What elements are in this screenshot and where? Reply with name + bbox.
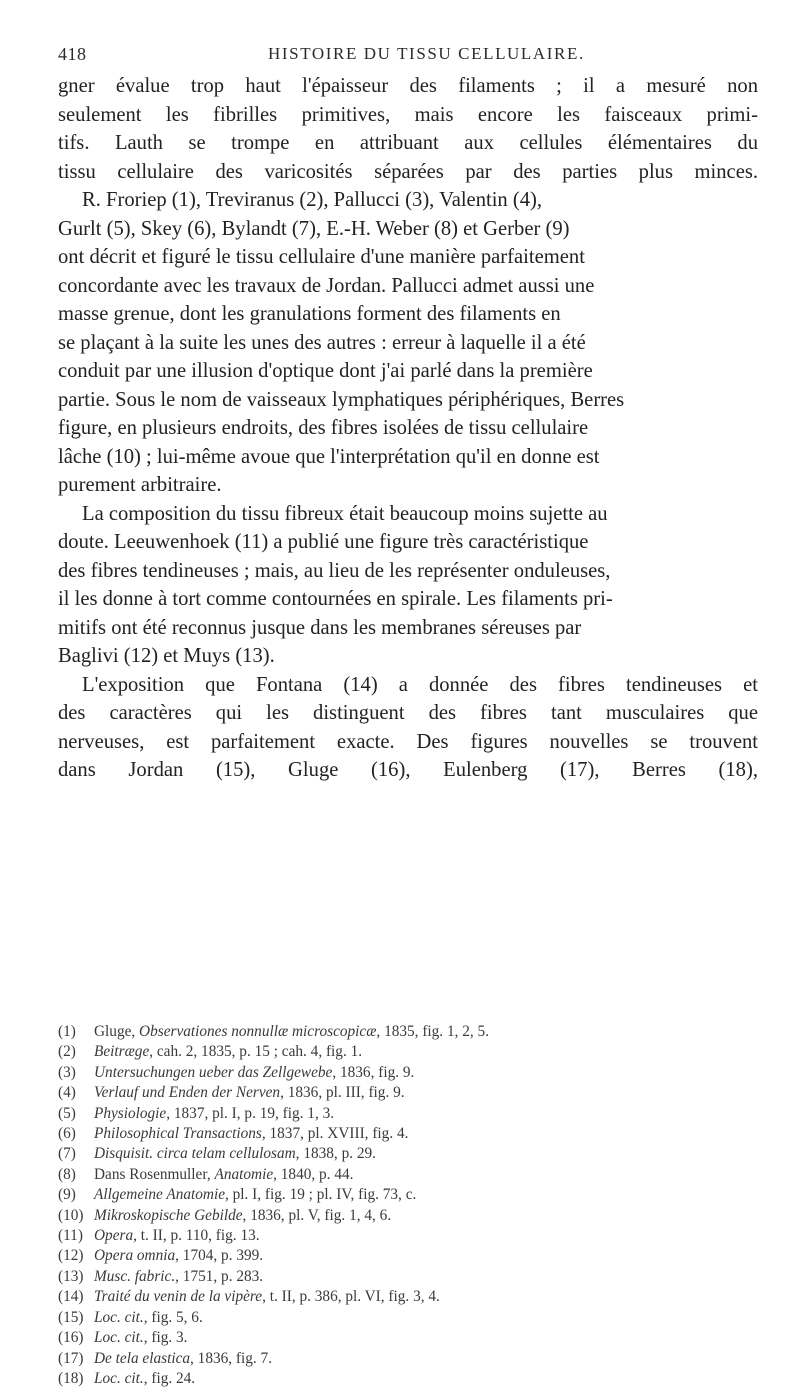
footnote-title: Opera omnia — [94, 1247, 176, 1265]
footnote-text — [94, 1124, 408, 1144]
paragraph-fibrous-tissue — [58, 500, 758, 671]
footnote-reference: , t. II, p. 110, fig. 13. — [133, 1227, 260, 1245]
text-line: nerveuses, est parfaitement exacte. Des figures nouvelles se trouvent — [58, 730, 758, 753]
footnote-text — [94, 1328, 187, 1348]
footnote-title: Loc. cit. — [94, 1369, 144, 1387]
footnote-text — [94, 1246, 263, 1266]
text-line: des fibres tendineuses ; mais, au lieu de les représenter onduleuses, — [58, 559, 611, 582]
footnote-reference: , 1840, p. 44. — [273, 1165, 354, 1183]
text-line: Gurlt (5), Skey (6), Bylandt (7), E.-H. Weber (8) et Gerber (9) — [58, 217, 570, 240]
footnote-title: Beitræge — [94, 1043, 150, 1061]
footnote-number: (5) — [58, 1104, 76, 1122]
footnote-number: (4) — [58, 1084, 76, 1102]
footnote-number: (10) — [58, 1206, 84, 1224]
footnote — [58, 1165, 778, 1185]
footnote-title: Traité du venin de la vipère — [94, 1288, 263, 1306]
footnote-text — [94, 1042, 362, 1062]
footnote-reference: , fig. 5, 6. — [143, 1308, 203, 1326]
footnote-number: (9) — [58, 1186, 76, 1204]
text-line: tissu cellulaire des varicosités séparées par des parties plus minces. — [58, 160, 758, 183]
paragraph-froriep — [58, 186, 758, 500]
footnote-number: (14) — [58, 1288, 84, 1306]
footnote-reference: , 1751, p. 283. — [175, 1267, 264, 1285]
text-line: Baglivi (12) et Muys (13). — [58, 645, 275, 667]
text-line: se plaçant à la suite les unes des autres : erreur à laquelle il a été — [58, 331, 586, 354]
footnote-title: Disquisit. circa telam cellulosam — [94, 1145, 296, 1163]
footnote-reference: , pl. I, fig. 19 ; pl. IV, fig. 73, c. — [224, 1186, 417, 1204]
page-header — [58, 44, 758, 68]
text-line: lâche (10) ; lui-même avoue que l'interprétation qu'il en donne est — [58, 445, 600, 468]
footnote-title: Physiologie — [94, 1104, 167, 1122]
footnote — [58, 1144, 778, 1164]
body-text — [58, 72, 758, 785]
footnote-text — [94, 1104, 334, 1124]
footnote-number: (15) — [58, 1308, 84, 1326]
footnote — [58, 1104, 778, 1124]
footnote-number: (2) — [58, 1043, 76, 1061]
footnote-title: Allgemeine Anatomie — [94, 1186, 225, 1204]
footnote — [58, 1185, 778, 1205]
footnote-reference: , fig. 24. — [143, 1369, 196, 1387]
footnote-reference: , 1837, pl. I, p. 19, fig. 1, 3. — [166, 1104, 335, 1122]
text-line: concordante avec les travaux de Jordan. Pallucci admet aussi une — [58, 274, 595, 297]
text-line: mitifs ont été reconnus jusque dans les membranes séreuses par — [58, 616, 582, 639]
paragraph-continued — [58, 72, 758, 186]
footnote — [58, 1349, 778, 1369]
footnote-number: (12) — [58, 1247, 84, 1265]
footnote-title: Untersuchungen ueber das Zellgewebe — [94, 1063, 333, 1081]
footnote-title: Musc. fabric. — [94, 1267, 176, 1285]
text-line: des caractères qui les distinguent des fibres tant musculaires que — [58, 702, 758, 724]
footnote-number: (1) — [58, 1023, 76, 1040]
footnote — [58, 1206, 778, 1226]
text-line: gner évalue trop haut l'épaisseur des filaments ; il a mesuré non — [58, 75, 758, 97]
footnote-reference: , 1835, fig. 1, 2, 5. — [376, 1023, 490, 1040]
footnote-number: (11) — [58, 1227, 83, 1245]
footnote-number: (16) — [58, 1329, 84, 1347]
footnote-reference: , fig. 3. — [143, 1329, 188, 1347]
running-title: HISTOIRE DU TISSU CELLULAIRE. — [268, 44, 585, 63]
footnote-text — [94, 1308, 203, 1328]
footnote-title: De tela elastica — [94, 1349, 191, 1367]
text-line: doute. Leeuwenhoek (11) a publié une figure très caractéristique — [58, 531, 589, 553]
footnote-text — [94, 1144, 376, 1164]
footnote-title: Opera — [94, 1227, 134, 1245]
footnote-author: Gluge, — [94, 1023, 140, 1040]
footnote — [58, 1369, 778, 1389]
footnote — [58, 1287, 778, 1307]
footnote-number: (18) — [58, 1369, 84, 1387]
footnote-number: (17) — [58, 1349, 84, 1367]
footnote-title: Loc. cit. — [94, 1329, 144, 1347]
footnote-text — [94, 1226, 260, 1246]
footnote-text — [94, 1349, 272, 1369]
footnote-text — [94, 1206, 391, 1226]
footnote-reference: , 1836, pl. V, fig. 1, 4, 6. — [242, 1206, 392, 1224]
footnote-text — [94, 1063, 414, 1083]
footnote — [58, 1063, 778, 1083]
footnote-title: Verlauf und Enden der Nerven — [94, 1084, 281, 1102]
footnote — [58, 1246, 778, 1266]
footnote-title: Philosophical Transactions — [94, 1125, 262, 1143]
text-line: partie. Sous le nom de vaisseaux lymphatiques périphériques, Berres — [58, 388, 625, 411]
text-line: purement arbitraire. — [58, 474, 222, 496]
text-line: seulement les fibrilles primitives, mais encore les faisceaux primi- — [58, 103, 758, 126]
footnote-reference: , 1838, p. 29. — [295, 1145, 376, 1163]
footnote-reference: , cah. 2, 1835, p. 15 ; cah. 4, fig. 1. — [149, 1043, 363, 1061]
footnote-reference: , 1704, p. 399. — [175, 1247, 264, 1265]
footnote-text — [94, 1369, 195, 1389]
footnote-text — [94, 1022, 489, 1042]
footnote-text — [94, 1165, 353, 1185]
footnote-reference: , 1836, fig. 7. — [190, 1349, 273, 1367]
footnote-number: (7) — [58, 1145, 76, 1163]
footnote-title: Mikroskopische Gebilde — [94, 1206, 243, 1224]
text-line: tifs. Lauth se trompe en attribuant aux cellules élémentaires du — [58, 132, 758, 154]
footnote-title: Observationes nonnullæ microscopicæ — [139, 1023, 377, 1040]
footnote-author: Dans Rosenmuller, — [94, 1165, 215, 1183]
text-line: conduit par une illusion d'optique dont j'ai parlé dans la première — [58, 360, 593, 382]
footnote-reference: , 1837, pl. XVIII, fig. 4. — [261, 1125, 409, 1143]
footnote-text — [94, 1083, 405, 1103]
footnote-number: (6) — [58, 1125, 76, 1143]
text-line: il les donne à tort comme contournées en spirale. Les filaments pri- — [58, 588, 613, 610]
footnote — [58, 1308, 778, 1328]
text-line: L'exposition que Fontana (14) a donnée des fibres tendineuses et — [82, 673, 758, 696]
page-number: 418 — [58, 44, 87, 64]
footnote-title: Loc. cit. — [94, 1308, 144, 1326]
footnote — [58, 1083, 778, 1103]
footnote-reference: , t. II, p. 386, pl. VI, fig. 3, 4. — [262, 1288, 440, 1306]
footnote-number: (13) — [58, 1267, 84, 1285]
text-line: figure, en plusieurs endroits, des fibres isolées de tissu cellulaire — [58, 417, 589, 439]
footnote-number: (3) — [58, 1063, 76, 1081]
text-line: masse grenue, dont les granulations forment des filaments en — [58, 303, 561, 325]
paragraph-fontana — [58, 671, 758, 785]
footnote — [58, 1042, 778, 1062]
footnote — [58, 1328, 778, 1348]
footnote — [58, 1124, 778, 1144]
text-line: ont décrit et figuré le tissu cellulaire d'une manière parfaitement — [58, 246, 585, 268]
footnotes — [58, 1022, 778, 1389]
footnote — [58, 1226, 778, 1246]
footnote-title: Anatomie — [214, 1165, 274, 1183]
footnote-text — [94, 1185, 416, 1205]
footnote-reference: , 1836, fig. 9. — [332, 1063, 415, 1081]
text-line: R. Froriep (1), Treviranus (2), Pallucci (3), Valentin (4), — [82, 189, 543, 211]
footnote-text — [94, 1267, 263, 1287]
footnote-reference: , 1836, pl. III, fig. 9. — [280, 1084, 405, 1102]
footnote — [58, 1267, 778, 1287]
footnote — [58, 1022, 778, 1042]
text-line: La composition du tissu fibreux était beaucoup moins sujette au — [82, 502, 608, 525]
footnote-text — [94, 1287, 440, 1307]
text-line: dans Jordan (15), Gluge (16), Eulenberg (17), Berres (18), — [58, 759, 758, 781]
footnote-number: (8) — [58, 1165, 76, 1183]
